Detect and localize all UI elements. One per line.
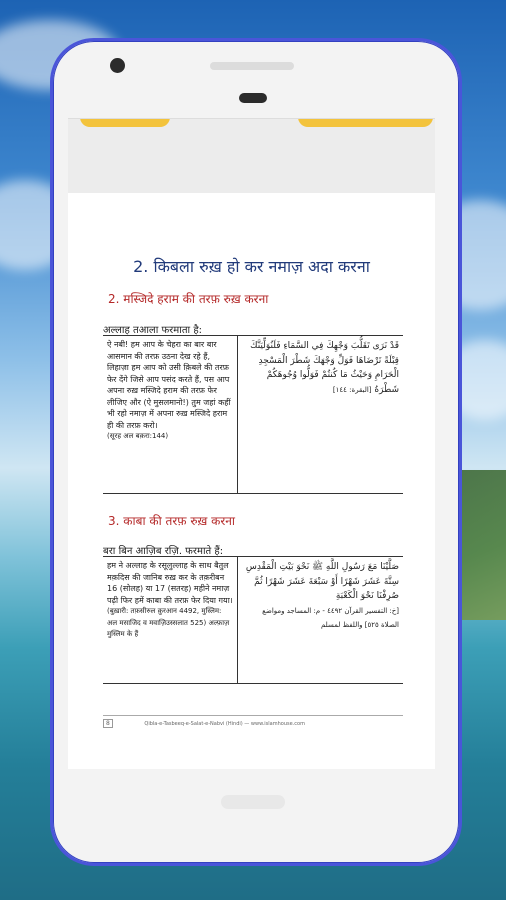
page-tab-decoration (80, 118, 170, 127)
hindi-text: हम ने अल्लाह के रसूलुल्लाह के साथ बैतुल मक़दिस की जानिब रुख़ कर के तक़रीबन 16 (सोलह) या 17 (सतरह) महीने नमाज़ पढ़ी फिर हमें काबा की तरफ़ फेर दिया गया। (107, 561, 233, 605)
chapter-title: 2. किबला रुख़ हो कर नमाज़ अदा करना (133, 257, 370, 276)
arabic-verse: قَدْ نَرَى تَقَلُّبَ وَجْهِكَ فِي السَّمَاءِ فَلَنُوَلِّيَنَّكَ قِبْلَةً تَرْضَاهَا فَوَلِّ وَجْهَكَ شَطْرَ الْمَسْجِدِ الْحَرَامِ وَحَيْثُ مَا كُنتُمْ فَوَلُّوا وُجُوهَكُمْ شَطْرَهُ (250, 341, 399, 395)
hindi-translation (107, 560, 233, 641)
section-intro: अल्लाह तआला फरमाता है: (103, 325, 202, 336)
proximity-sensor (239, 93, 267, 103)
hindi-translation (107, 339, 233, 443)
hindi-reference: (सूरह अल बक़रा:144) (107, 432, 169, 440)
section-heading: 2. मस्जिदे हराम की तरफ़ रुख़ करना (108, 292, 269, 306)
hindi-text: ऐ नबी! हम आप के चेहरा का बार बार आसमान की तरफ़ उठना देख रहे हैं, लिहाज़ा हम आप को उसी क़िबले की तरफ़ फेर देंगे जिसे आप पसंद करते हैं, पस आप अपना रुख़ मस्जिदे हराम की तरफ़ फेर लीजिए और (ऐ मुसलमानो!) तुम जहां कहीं भी रहो नमाज़ में अपना रुख़ मस्जिदे हराम ही की तरफ़ करो। (107, 340, 231, 430)
arabic-text (243, 339, 399, 397)
translation-table (103, 556, 403, 684)
footer-text: Qibla-e-Tasbeeq-e-Salat-e-Nabvi (Hindi) — www.islamhouse.com (144, 721, 305, 727)
page-number: 8 (103, 719, 113, 728)
page-footer (103, 715, 403, 728)
earpiece-speaker (210, 62, 294, 70)
page-tab-decoration (298, 118, 433, 127)
arabic-reference: [خ: التفسير القرآن ٤٤٩٢ - م: المساجد ومواضع الصلاة ٥٢٥] واللفظ لمسلم (262, 606, 399, 629)
arabic-reference: [البقرة: ١٤٤] (332, 385, 372, 394)
previous-page-bottom (68, 119, 435, 193)
column-divider (237, 336, 238, 493)
section-intro: बरा बिन आज़िब रज़ि. फरमाते हैं: (103, 546, 224, 557)
column-divider (237, 557, 238, 683)
section-heading: 3. काबा की तरफ़ रुख़ करना (108, 514, 236, 528)
arabic-text (243, 560, 399, 633)
home-button[interactable] (221, 795, 285, 809)
translation-table (103, 335, 403, 494)
arabic-hadith: صَلَّيْنَا مَعَ رَسُولِ اللَّهِ ﷺ نَحْوَ بَيْتِ الْمَقْدِسِ سِتَّةَ عَشَرَ شَهْرًا أَوْ سَبْعَةَ عَشَرَ شَهْرًا ثُمَّ صُرِفْنَا نَحْوَ الْكَعْبَةِ (245, 562, 399, 601)
document-viewer[interactable] (68, 118, 435, 769)
hindi-reference: (बुख़ारी: तफ़सीरुल क़ुरआन 4492, मुस्लिम: अल मसाजिद व मवाज़िउस्सलात 525) अल्फ़ाज़ मुस्लिम के हैं (107, 607, 230, 638)
front-camera (110, 58, 125, 73)
